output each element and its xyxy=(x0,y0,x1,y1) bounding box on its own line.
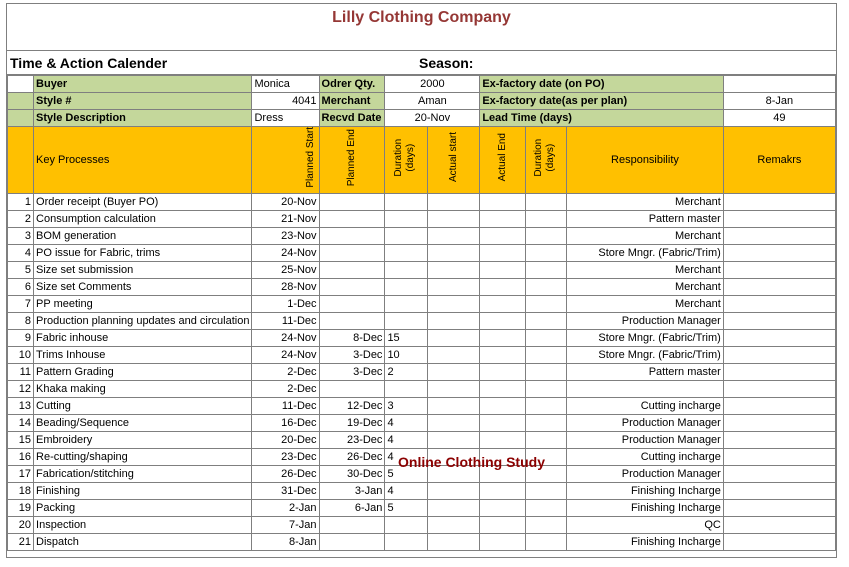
style-desc-label: Style Description xyxy=(34,110,252,127)
process-name[interactable]: PO issue for Fabric, trims xyxy=(34,244,252,261)
planned-end[interactable] xyxy=(319,516,385,533)
planned-start[interactable]: 20-Dec xyxy=(252,431,319,448)
row-number[interactable]: 1 xyxy=(8,193,34,210)
exfactory-po-label: Ex-factory date (on PO) xyxy=(480,76,724,93)
planned-end[interactable]: 23-Dec xyxy=(319,431,385,448)
duration[interactable]: 4 xyxy=(385,414,428,431)
exfactory-po-value[interactable] xyxy=(723,76,835,93)
process-name[interactable]: Consumption calculation xyxy=(34,210,252,227)
responsibility[interactable]: Merchant xyxy=(567,227,724,244)
row-number[interactable]: 3 xyxy=(8,227,34,244)
actual-duration[interactable] xyxy=(526,499,567,516)
remarks[interactable] xyxy=(723,431,835,448)
actual-duration[interactable] xyxy=(526,329,567,346)
actual-end[interactable] xyxy=(480,482,526,499)
header-remarks: Remakrs xyxy=(723,127,835,194)
row-number[interactable]: 15 xyxy=(8,431,34,448)
season-label: Season: xyxy=(419,55,474,71)
actual-start[interactable] xyxy=(428,533,480,550)
responsibility[interactable]: Finishing Incharge xyxy=(567,499,724,516)
remarks[interactable] xyxy=(723,278,835,295)
actual-end[interactable] xyxy=(480,312,526,329)
calendar-title: Time & Action Calender xyxy=(10,55,168,71)
remarks[interactable] xyxy=(723,516,835,533)
duration[interactable]: 2 xyxy=(385,363,428,380)
remarks[interactable] xyxy=(723,261,835,278)
duration[interactable] xyxy=(385,210,428,227)
planned-start[interactable]: 26-Dec xyxy=(252,465,319,482)
actual-duration[interactable] xyxy=(526,533,567,550)
actual-end[interactable] xyxy=(480,295,526,312)
responsibility[interactable]: Store Mngr. (Fabric/Trim) xyxy=(567,346,724,363)
remarks[interactable] xyxy=(723,244,835,261)
planned-end[interactable]: 3-Jan xyxy=(319,482,385,499)
order-qty-label: Odrer Qty. xyxy=(319,76,385,93)
responsibility[interactable]: Merchant xyxy=(567,261,724,278)
planned-start[interactable]: 11-Dec xyxy=(252,397,319,414)
planned-start[interactable]: 20-Nov xyxy=(252,193,319,210)
actual-duration[interactable] xyxy=(526,363,567,380)
remarks[interactable] xyxy=(723,363,835,380)
row-number[interactable]: 12 xyxy=(8,380,34,397)
responsibility[interactable]: Finishing Incharge xyxy=(567,482,724,499)
planned-start[interactable]: 25-Nov xyxy=(252,261,319,278)
table-row xyxy=(8,227,836,244)
planned-start[interactable]: 1-Dec xyxy=(252,295,319,312)
process-name[interactable]: Finishing xyxy=(34,482,252,499)
recvd-date-value[interactable]: 20-Nov xyxy=(385,110,480,127)
table-row xyxy=(8,346,836,363)
header-planned-end: Planned End xyxy=(345,128,357,186)
remarks[interactable] xyxy=(723,465,835,482)
remarks[interactable] xyxy=(723,346,835,363)
process-name[interactable]: Re-cutting/shaping xyxy=(34,448,252,465)
remarks[interactable] xyxy=(723,329,835,346)
planned-start[interactable]: 8-Jan xyxy=(252,533,319,550)
actual-end[interactable] xyxy=(480,278,526,295)
planned-end[interactable]: 19-Dec xyxy=(319,414,385,431)
remarks[interactable] xyxy=(723,499,835,516)
actual-end[interactable] xyxy=(480,499,526,516)
watermark-text: Online Clothing Study xyxy=(398,454,545,470)
planned-start[interactable]: 28-Nov xyxy=(252,278,319,295)
header-duration-actual: Duration (days) xyxy=(533,138,557,177)
remarks[interactable] xyxy=(723,448,835,465)
row-number[interactable]: 17 xyxy=(8,465,34,482)
planned-end[interactable]: 6-Jan xyxy=(319,499,385,516)
responsibility[interactable]: Pattern master xyxy=(567,363,724,380)
process-name[interactable]: BOM generation xyxy=(34,227,252,244)
info-row-buyer xyxy=(8,76,836,93)
duration[interactable] xyxy=(385,312,428,329)
planned-start[interactable]: 11-Dec xyxy=(252,312,319,329)
actual-end[interactable] xyxy=(480,227,526,244)
planned-start[interactable]: 23-Nov xyxy=(252,227,319,244)
time-action-table xyxy=(7,75,836,551)
exfactory-plan-label: Ex-factory date(as per plan) xyxy=(480,93,724,110)
table-row xyxy=(8,210,836,227)
actual-start[interactable] xyxy=(428,431,480,448)
planned-start[interactable]: 24-Nov xyxy=(252,346,319,363)
buyer-label: Buyer xyxy=(34,76,252,93)
row-number[interactable]: 8 xyxy=(8,312,34,329)
actual-end[interactable] xyxy=(480,397,526,414)
duration[interactable]: 4 xyxy=(385,448,428,465)
responsibility[interactable]: Merchant xyxy=(567,295,724,312)
exfactory-plan-value[interactable]: 8-Jan xyxy=(723,93,835,110)
process-name[interactable]: Dispatch xyxy=(34,533,252,550)
responsibility[interactable]: Production Manager xyxy=(567,465,724,482)
row-number[interactable]: 21 xyxy=(8,533,34,550)
actual-start[interactable] xyxy=(428,227,480,244)
actual-end[interactable] xyxy=(480,516,526,533)
actual-end[interactable] xyxy=(480,261,526,278)
column-header-row xyxy=(8,127,836,194)
table-row xyxy=(8,329,836,346)
responsibility[interactable] xyxy=(567,380,724,397)
remarks[interactable] xyxy=(723,380,835,397)
planned-start[interactable]: 24-Nov xyxy=(252,244,319,261)
responsibility[interactable]: Cutting incharge xyxy=(567,397,724,414)
planned-start[interactable]: 2-Dec xyxy=(252,363,319,380)
order-qty-value[interactable]: 2000 xyxy=(385,76,480,93)
lead-time-value[interactable]: 49 xyxy=(723,110,835,127)
table-row xyxy=(8,278,836,295)
header-key-processes: Key Processes xyxy=(34,127,252,194)
responsibility[interactable]: Finishing Incharge xyxy=(567,533,724,550)
actual-start[interactable] xyxy=(428,278,480,295)
row-number[interactable]: 19 xyxy=(8,499,34,516)
actual-start[interactable] xyxy=(428,516,480,533)
actual-start[interactable] xyxy=(428,346,480,363)
planned-start[interactable]: 31-Dec xyxy=(252,482,319,499)
process-name[interactable]: Fabrication/stitching xyxy=(34,465,252,482)
spreadsheet xyxy=(6,3,837,558)
process-name[interactable]: Production planning updates and circulation xyxy=(34,312,252,329)
duration[interactable] xyxy=(385,193,428,210)
actual-duration[interactable] xyxy=(526,193,567,210)
row-number[interactable]: 16 xyxy=(8,448,34,465)
merchant-label: Merchant xyxy=(319,93,385,110)
duration[interactable]: 3 xyxy=(385,397,428,414)
table-row xyxy=(8,244,836,261)
process-name[interactable]: Fabric inhouse xyxy=(34,329,252,346)
buyer-value[interactable]: Monica xyxy=(252,76,319,93)
responsibility[interactable]: Merchant xyxy=(567,193,724,210)
duration[interactable] xyxy=(385,380,428,397)
planned-end[interactable]: 3-Dec xyxy=(319,346,385,363)
planned-end[interactable] xyxy=(319,533,385,550)
remarks[interactable] xyxy=(723,193,835,210)
planned-start[interactable]: 23-Dec xyxy=(252,448,319,465)
process-name[interactable]: Cutting xyxy=(34,397,252,414)
actual-start[interactable] xyxy=(428,482,480,499)
remarks[interactable] xyxy=(723,397,835,414)
info-row-style xyxy=(8,93,836,110)
duration[interactable] xyxy=(385,227,428,244)
table-row xyxy=(8,397,836,414)
actual-start[interactable] xyxy=(428,261,480,278)
row-number[interactable]: 14 xyxy=(8,414,34,431)
process-name[interactable]: PP meeting xyxy=(34,295,252,312)
row-number[interactable]: 7 xyxy=(8,295,34,312)
process-name[interactable]: Packing xyxy=(34,499,252,516)
actual-end[interactable] xyxy=(480,533,526,550)
responsibility[interactable]: Merchant xyxy=(567,278,724,295)
actual-duration[interactable] xyxy=(526,516,567,533)
table-row xyxy=(8,533,836,550)
actual-duration[interactable] xyxy=(526,482,567,499)
remarks[interactable] xyxy=(723,533,835,550)
row-number[interactable]: 18 xyxy=(8,482,34,499)
row-number[interactable]: 9 xyxy=(8,329,34,346)
info-row-description xyxy=(8,110,836,127)
actual-duration[interactable] xyxy=(526,227,567,244)
planned-start[interactable]: 2-Jan xyxy=(252,499,319,516)
planned-end[interactable]: 12-Dec xyxy=(319,397,385,414)
style-value[interactable]: 4041 xyxy=(252,93,319,110)
responsibility[interactable]: Production Manager xyxy=(567,431,724,448)
actual-duration[interactable] xyxy=(526,261,567,278)
actual-duration[interactable] xyxy=(526,414,567,431)
row-number[interactable]: 11 xyxy=(8,363,34,380)
actual-start[interactable] xyxy=(428,363,480,380)
table-row xyxy=(8,312,836,329)
responsibility[interactable]: Store Mngr. (Fabric/Trim) xyxy=(567,244,724,261)
row-number[interactable]: 6 xyxy=(8,278,34,295)
duration[interactable] xyxy=(385,244,428,261)
actual-duration[interactable] xyxy=(526,431,567,448)
planned-end[interactable] xyxy=(319,193,385,210)
header-responsibility: Responsibility xyxy=(567,127,724,194)
actual-end[interactable] xyxy=(480,193,526,210)
responsibility[interactable]: Production Manager xyxy=(567,414,724,431)
planned-end[interactable] xyxy=(319,380,385,397)
planned-end[interactable] xyxy=(319,278,385,295)
style-label: Style # xyxy=(34,93,252,110)
remarks[interactable] xyxy=(723,482,835,499)
lead-time-label: Lead Time (days) xyxy=(480,110,724,127)
actual-duration[interactable] xyxy=(526,346,567,363)
merchant-value[interactable]: Aman xyxy=(385,93,480,110)
actual-duration[interactable] xyxy=(526,278,567,295)
remarks[interactable] xyxy=(723,227,835,244)
process-name[interactable]: Embroidery xyxy=(34,431,252,448)
header-duration: Duration (days) xyxy=(393,138,417,177)
actual-end[interactable] xyxy=(480,244,526,261)
actual-start[interactable] xyxy=(428,312,480,329)
table-row xyxy=(8,499,836,516)
duration[interactable]: 15 xyxy=(385,329,428,346)
style-desc-value[interactable]: Dress xyxy=(252,110,319,127)
planned-start[interactable]: 2-Dec xyxy=(252,380,319,397)
planned-end[interactable] xyxy=(319,295,385,312)
planned-start[interactable]: 24-Nov xyxy=(252,329,319,346)
responsibility[interactable]: Production Manager xyxy=(567,312,724,329)
remarks[interactable] xyxy=(723,210,835,227)
planned-start[interactable]: 21-Nov xyxy=(252,210,319,227)
planned-start[interactable]: 16-Dec xyxy=(252,414,319,431)
row-number[interactable]: 13 xyxy=(8,397,34,414)
header-actual-end: Actual End xyxy=(496,133,508,182)
planned-end[interactable]: 3-Dec xyxy=(319,363,385,380)
table-row xyxy=(8,516,836,533)
table-row xyxy=(8,363,836,380)
table-row xyxy=(8,193,836,210)
table-row xyxy=(8,295,836,312)
actual-start[interactable] xyxy=(428,329,480,346)
table-row xyxy=(8,431,836,448)
duration[interactable] xyxy=(385,278,428,295)
table-row xyxy=(8,414,836,431)
planned-end[interactable] xyxy=(319,312,385,329)
process-name[interactable]: Size set submission xyxy=(34,261,252,278)
duration[interactable] xyxy=(385,295,428,312)
row-number[interactable]: 20 xyxy=(8,516,34,533)
actual-end[interactable] xyxy=(480,414,526,431)
actual-duration[interactable] xyxy=(526,312,567,329)
row-number[interactable]: 2 xyxy=(8,210,34,227)
row-number[interactable]: 5 xyxy=(8,261,34,278)
planned-end[interactable]: 30-Dec xyxy=(319,465,385,482)
actual-start[interactable] xyxy=(428,380,480,397)
actual-start[interactable] xyxy=(428,244,480,261)
actual-duration[interactable] xyxy=(526,244,567,261)
duration[interactable]: 5 xyxy=(385,499,428,516)
actual-start[interactable] xyxy=(428,210,480,227)
duration[interactable]: 4 xyxy=(385,431,428,448)
duration[interactable]: 4 xyxy=(385,482,428,499)
responsibility[interactable]: Pattern master xyxy=(567,210,724,227)
table-row xyxy=(8,482,836,499)
recvd-date-label: Recvd Date xyxy=(319,110,385,127)
actual-start[interactable] xyxy=(428,193,480,210)
planned-end[interactable]: 26-Dec xyxy=(319,448,385,465)
responsibility[interactable]: Cutting incharge xyxy=(567,448,724,465)
duration[interactable]: 10 xyxy=(385,346,428,363)
process-name[interactable]: Size set Comments xyxy=(34,278,252,295)
duration[interactable]: 5 xyxy=(385,465,428,482)
actual-start[interactable] xyxy=(428,397,480,414)
planned-start[interactable]: 7-Jan xyxy=(252,516,319,533)
process-name[interactable]: Inspection xyxy=(34,516,252,533)
row-number[interactable]: 10 xyxy=(8,346,34,363)
table-row xyxy=(8,380,836,397)
remarks[interactable] xyxy=(723,414,835,431)
duration[interactable] xyxy=(385,516,428,533)
process-name[interactable]: Pattern Grading xyxy=(34,363,252,380)
actual-start[interactable] xyxy=(428,499,480,516)
actual-start[interactable] xyxy=(428,414,480,431)
header-planned-start: Planned Start xyxy=(304,127,316,188)
process-name[interactable]: Order receipt (Buyer PO) xyxy=(34,193,252,210)
process-name[interactable]: Beading/Sequence xyxy=(34,414,252,431)
responsibility[interactable]: QC xyxy=(567,516,724,533)
row-number[interactable]: 4 xyxy=(8,244,34,261)
table-row xyxy=(8,261,836,278)
actual-end[interactable] xyxy=(480,210,526,227)
header-actual-start: Actual start xyxy=(447,132,459,183)
planned-end[interactable] xyxy=(319,227,385,244)
actual-start[interactable] xyxy=(428,295,480,312)
process-name[interactable]: Trims Inhouse xyxy=(34,346,252,363)
actual-end[interactable] xyxy=(480,329,526,346)
actual-end[interactable] xyxy=(480,431,526,448)
actual-end[interactable] xyxy=(480,380,526,397)
process-name[interactable]: Khaka making xyxy=(34,380,252,397)
responsibility[interactable]: Store Mngr. (Fabric/Trim) xyxy=(567,329,724,346)
actual-duration[interactable] xyxy=(526,295,567,312)
actual-duration[interactable] xyxy=(526,210,567,227)
remarks[interactable] xyxy=(723,295,835,312)
planned-end[interactable] xyxy=(319,244,385,261)
duration[interactable] xyxy=(385,261,428,278)
actual-end[interactable] xyxy=(480,363,526,380)
planned-end[interactable]: 8-Dec xyxy=(319,329,385,346)
company-title: Lilly Clothing Company xyxy=(7,4,836,51)
actual-duration[interactable] xyxy=(526,397,567,414)
duration[interactable] xyxy=(385,533,428,550)
calendar-header-row xyxy=(7,51,836,75)
actual-duration[interactable] xyxy=(526,380,567,397)
planned-end[interactable] xyxy=(319,261,385,278)
planned-end[interactable] xyxy=(319,210,385,227)
remarks[interactable] xyxy=(723,312,835,329)
actual-end[interactable] xyxy=(480,346,526,363)
